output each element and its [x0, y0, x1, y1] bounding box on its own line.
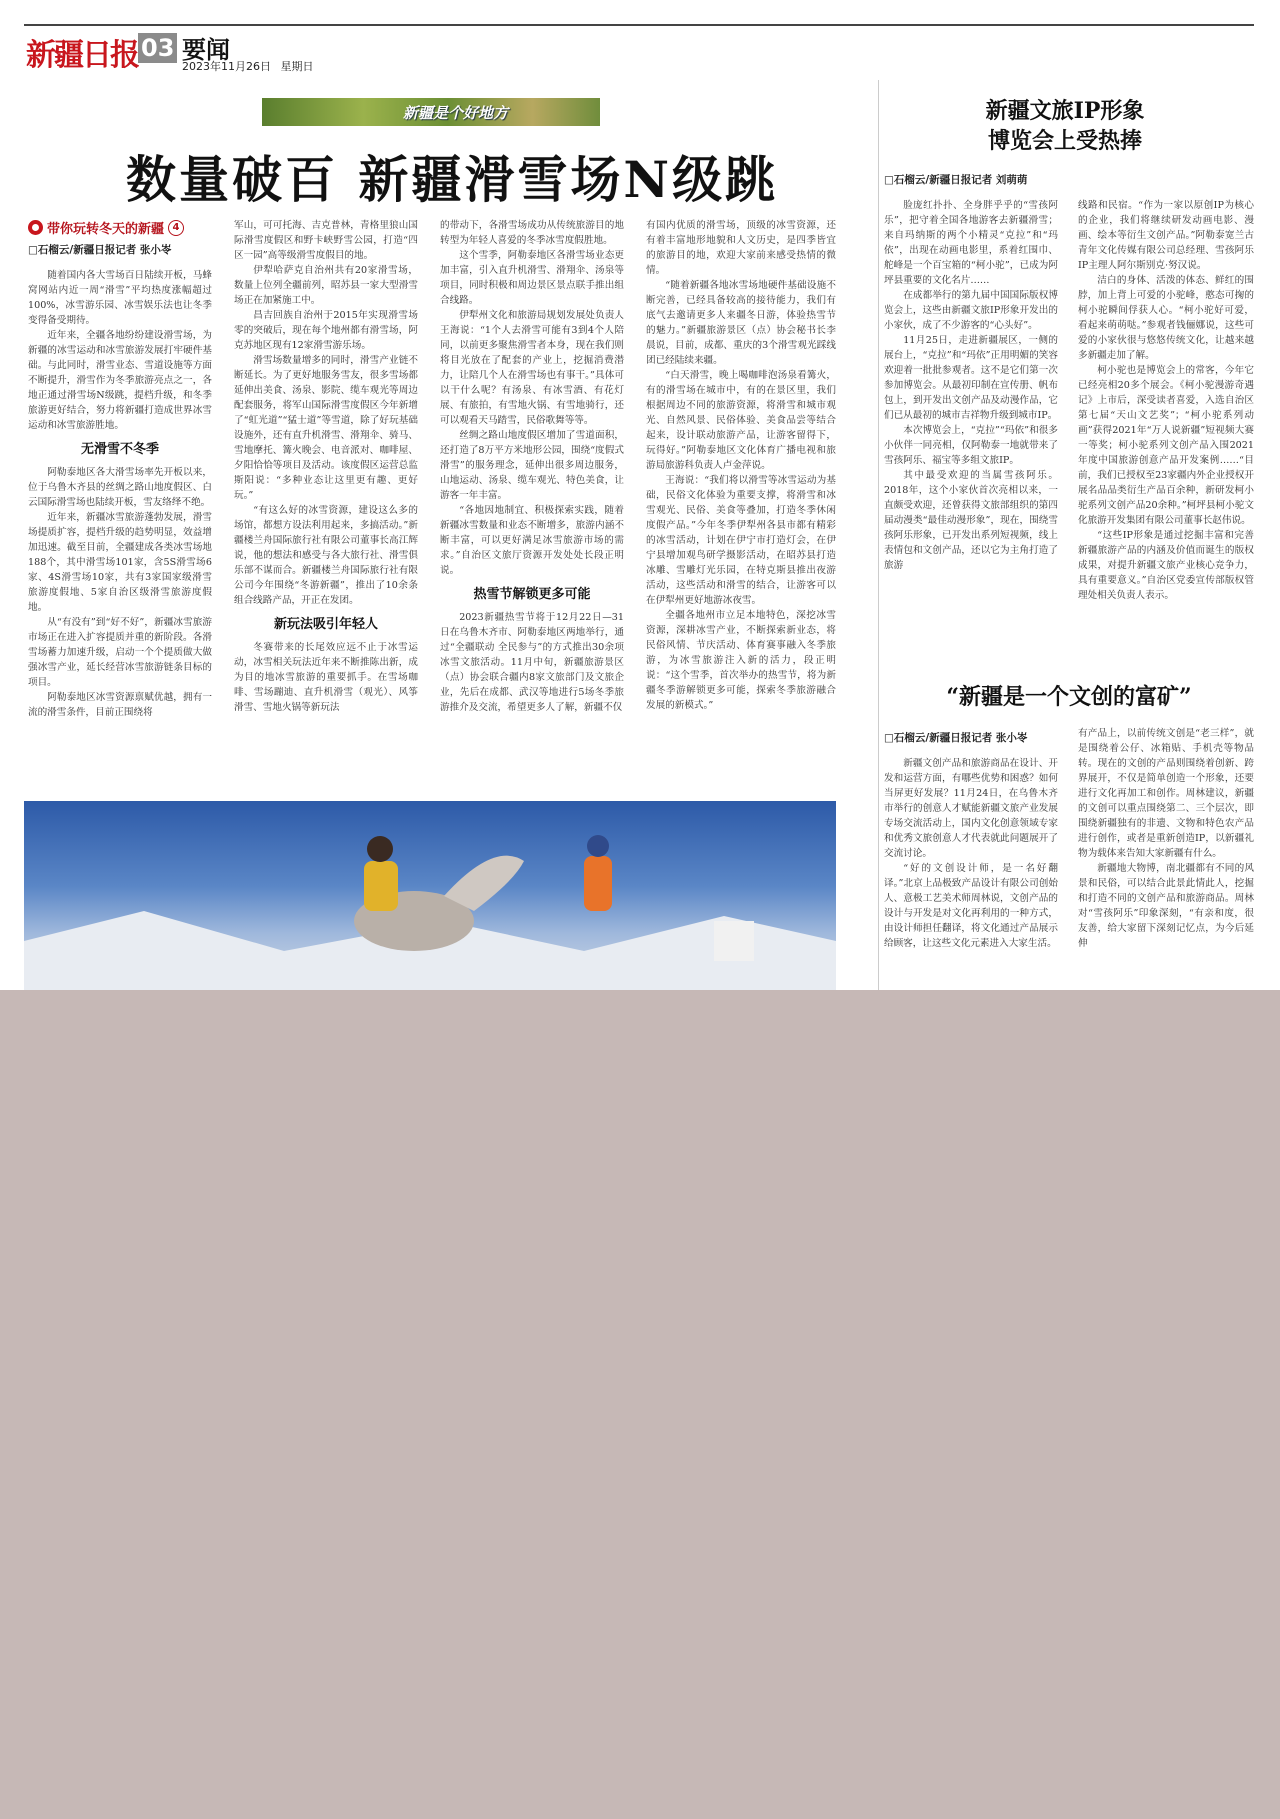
paragraph: “这些IP形象是通过挖掘丰富和完善新疆旅游产品的内涵及价值而诞生的版权成果，对提升新疆文旅产业核心竞争力，具有重要意义。”自治区党委宣传部版权管理处相关负责人表示。	[1078, 530, 1254, 601]
subhead: 热雪节解锁更多可能	[473, 587, 591, 602]
paragraph: “各地因地制宜、积极探索实践，随着新疆冰雪数量和业态不断增多，旅游内涵不断丰富，可以更好满足冰雪旅游市场的需求。”自治区文旅厅资源开发处处长段正明说。	[440, 505, 624, 576]
issue-date: 2023年11月26日	[182, 60, 271, 73]
paragraph: 洁白的身体、活泼的体态、鲜红的围脖，加上背上可爱的小驼峰，憨态可掬的柯小驼瞬间俘获人心。“柯小驼好可爱，看起来萌萌哒。”参观者钱俪娜说，这些可爱的小家伙很与悠悠传统文化，让越来越多新疆走加了解。	[1078, 275, 1254, 361]
paragraph: 这个雪季，阿勒泰地区各滑雪场业态更加丰富，引入直升机滑雪、滑翔伞、汤泉等项目，同时积极和周边景区景点联手推出组合线路。	[440, 250, 624, 306]
paragraph: 随着国内各大雪场百日陆续开板，马蜂窝网站内近一周“滑雪”平均热度涨幅超过100%，冰雪游乐园、冰雪娱乐法也让冬季变得备受期待。	[28, 270, 212, 326]
main-column-2	[234, 218, 418, 778]
column-tag-icon	[28, 220, 43, 235]
top-rule	[24, 24, 1254, 26]
column-tag	[28, 218, 184, 237]
paragraph: 丝绸之路山地度假区增加了雪道面积，还打造了8万平方米地形公园，围绕“度假式滑雪”的服务理念，延伸出很多周边服务，山地运动、汤泉、缆车观光、特色美食，让游客一年丰富。	[440, 430, 624, 501]
paragraph: 昌吉回族自治州于2015年实现滑雪场零的突破后，现在每个地州都有滑雪场，阿克苏地区现有12家滑雪游乐场。	[234, 310, 418, 351]
main-column-4	[646, 218, 836, 778]
page-number: 03	[138, 33, 177, 63]
paragraph: 冬赛带来的长尾效应远不止于冰雪运动，冰雪相关玩法近年来不断推陈出新，成为目的地冰雪旅游的重要抓手。在雪场咖啡、雪场蹦迪、直升机滑雪（观光）、风筝滑雪、雪地火锅等新玩法	[234, 642, 418, 713]
issue-weekday: 星期日	[280, 60, 314, 73]
paragraph: 阿勒泰地区各大滑雪场率先开板以来，位于乌鲁木齐县的丝绸之路山地度假区、白云国际滑雪场也陆续开板，雪友络绎不绝。	[28, 467, 212, 508]
main-headline: 数量破百 新疆滑雪场N级跳	[126, 150, 779, 209]
side-article-1-left	[884, 198, 1058, 668]
masthead-logo: 新疆日报	[26, 38, 138, 73]
paragraph: 滑雪场数量增多的同时，滑雪产业链不断延长。为了更好地服务雪友，很多雪场都延伸出美食、汤泉、影院、缆车观光等周边配套服务，将军山国际滑雪度假区今年新增了“虹光道”“猛士道”等雪道，除了好玩基础设施外，还有直升机滑雪、滑翔伞、骑马、雪地摩托、篝火晚会、电音派对、咖啡屋、夕阳恰恰等项目及活动。该度假区运营总监斯阳说：“多种业态让这里更有趣、更好玩。”	[234, 355, 418, 501]
subhead: 无滑雪不冬季	[80, 442, 159, 457]
paragraph: 从“有没有”到“好不好”，新疆冰雪旅游市场正在进入扩容提质并重的新阶段。各滑雪场蓄力加速升级，启动一个个提质做大做强冰雪产业，延长经营冰雪旅游链条目标的项目。	[28, 617, 212, 688]
side-article-1-right	[1078, 198, 1254, 668]
paragraph: 伊犁州文化和旅游局规划发展处负责人王海说：“1个人去滑雪可能有3到4个人陪同，以前更多聚焦滑雪者本身，现在我们则将目光放在了配套的产业上，挖掘消费潜力，让陪几个人在滑雪场也有事干。”具体可以干什么呢？有汤泉、有冰雪酒、有花灯展、有旅拍，有雪地火锅、有雪地骑行，还可以观看天马踏雪，民俗歌舞等等。	[440, 310, 624, 426]
paragraph: 全疆各地州市立足本地特色，深挖冰雪资源，深耕冰雪产业，不断探索新业态，将民俗风情、节庆活动、体育赛事融入冬季旅游，为冰雪旅游注入新的活力，段正明说：“这个雪季，首次举办的热雪节，将为新疆冬季游解锁更多可能，探索冬季旅游融合发展的新模式。”	[646, 610, 836, 711]
paragraph: 伊犁哈萨克自治州共有20家滑雪场，数量上位列全疆前列，昭苏县一家大型滑雪场正在加紧施工中。	[234, 265, 418, 306]
main-column-3	[440, 218, 624, 778]
column-divider	[878, 80, 879, 990]
column-tag-label: 带你玩转冬天的新疆	[47, 222, 165, 237]
side-article-2-title: “新疆是一个文创的富矿”	[946, 684, 1192, 710]
second-rider-head	[587, 835, 609, 857]
paragraph: 脸庞红扑扑、全身胖乎乎的“雪孩阿乐”，把守着全国各地游客去新疆滑雪；来自玛纳斯的两个小精灵“克拉”和“玛依”，出现在动画电影里，系着红围巾、舵峰是一个百宝箱的“柯小驼”，已成为阿坪县重要的文化名片……	[884, 200, 1058, 286]
side-article-2-byline: □石榴云/新疆日报记者 张小岺	[884, 732, 1028, 744]
paragraph: “随着新疆各地冰雪场地硬件基础设施不断完善，已经具备较高的接待能力，我们有底气去邀请更多人来疆冬日游，体验热雪节的魅力。”新疆旅游景区（点）协会秘书长李晨说，目前，成都、重庆的3个滑雪观光踩线团已经陆续来疆。	[646, 280, 836, 366]
paragraph: 在成都举行的第九届中国国际版权博览会上，这些由新疆文旅IP形象开发出的小家伙，成了不少游客的“心头好”。	[884, 290, 1058, 331]
banner-image	[262, 98, 600, 126]
rider-vest	[364, 861, 398, 911]
paragraph: 阿勒泰地区冰雪资源禀赋优越，拥有一流的滑雪条件，目前正围绕将	[28, 692, 212, 718]
side-article-2-left	[884, 756, 1058, 988]
second-rider	[584, 856, 612, 911]
paragraph: 11月25日，走进新疆展区，一侧的展台上，“克拉”和“玛依”正用明媚的笑容欢迎着一批批参观者。这不是它们第一次参加博览会。从最初印制在宣传册、帆布包上，到开发出文创产品及动漫作品，它们已从最初的城市吉祥物升级到城市IP。	[884, 335, 1058, 421]
side-article-byline: □石榴云/新疆日报记者 刘萌萌	[884, 174, 1028, 186]
paragraph: 近年来，全疆各地纷纷建设滑雪场，为新疆的冰雪运动和冰雪旅游发展打牢硬件基础。与此同时，滑雪业态、雪道设施等方面不断提升，滑雪作为冬季旅游亮点之一，各地正通过滑雪场N级跳，提档升级，和冬季旅游更好结合，努力将新疆打造成世界冰雪运动和冰雪旅游胜地。	[28, 330, 212, 431]
paragraph: 柯小驼也是博览会上的常客，今年它已经亮相20多个展会。《柯小驼漫游奇遇记》上市后，深受读者喜爱，入选自治区第七届“天山文艺奖”；“柯小驼系列动画”获得2021年“万人说新疆”短视频大赛一等奖；柯小驼系列文创产品入围2021年度中国旅游创意产品开发案例……“目前，我们已授权至23家疆内外企业授权开展名品品类衍生产品百余种，新研发柯小驼系列文创产品20余种。”柯坪县柯小驼文化旅游开发集团有限公司董事长赵伟说。	[1078, 365, 1254, 526]
dateline	[182, 58, 320, 74]
side-title-line-1: 新疆文旅IP形象	[985, 98, 1145, 124]
snow-patch	[714, 921, 754, 961]
paragraph: 有产品上，以前传统文创是“老三样”，就是围绕着公仔、冰箱贴、手机壳等物品转。现在的文创的产品则围绕着创新、跨界展开，不仅是简单创造一个形象，还要进行文化再加工和创作。周林建议，新疆的文创可以重点围绕第二、三个层次，即围绕新疆独有的非遗、文物和特色农产品进行创作，或者是重新创造IP，以新疆礼物为载体来告知大家新疆有什么。	[1078, 728, 1254, 859]
paragraph: “白天滑雪，晚上喝咖啡泡汤泉看篝火，有的滑雪场在城市中，有的在景区里，我们根据周边不同的旅游资源，将滑雪和城市观光、自然风景、民俗体验、美食品尝等结合起来，设计联动旅游产品，让游客留得下，玩得好。”阿勒泰地区文化体育广播电视和旅游局旅游科负责人卢金萍说。	[646, 370, 836, 471]
column-tag-number: 4	[168, 220, 184, 236]
main-column-1	[28, 268, 212, 778]
paragraph: 近年来，新疆冰雪旅游蓬勃发展，滑雪场提质扩容，提档升级的趋势明显，效益增加迅速。截至目前，全疆建成各类冰雪场地188个，其中滑雪场101家，含5S滑雪场6家、4S滑雪场10家，共有3家国家级滑雪旅游度假地、5家自治区级滑雪旅游度假地。	[28, 512, 212, 613]
paragraph: 2023新疆热雪节将于12月22日—31日在乌鲁木齐市、阿勒泰地区两地举行，通过“全疆联动 全民参与”的方式推出30余项冰雪文旅活动。11月中旬，新疆旅游景区（点）协会联合疆内8家文旅部门及文旅企业，先后在成都、武汉等地进行5场冬季旅游推介及交流，希望更多人了解，新疆不仅	[440, 612, 624, 713]
paragraph: 军山，可可托海、吉克普林，青格里狼山国际滑雪度假区和野卡峡野雪公园，打造“四区一园”高等级滑雪度假目的地。	[234, 220, 418, 261]
rider-head	[367, 836, 393, 862]
side-title-line-2: 博览会上受热捧	[987, 128, 1142, 154]
paragraph: “好的文创设计师，是一名好翻译。”北京上品极致产品设计有限公司创始人、意极工艺美术师周林说，文创产品的设计与开发是对文化再利用的一种方式，由设计师担任翻译，将文化通过产品展示给顾客，让这些文化元素进入大家生活。	[884, 863, 1058, 949]
paragraph: 的带动下，各滑雪场成功从传统旅游目的地转型为年轻人喜爱的冬季冰雪度假胜地。	[440, 220, 624, 246]
paragraph: 王海说：“我们将以滑雪等冰雪运动为基础，民俗文化体验为重要支撑，将滑雪和冰雪观光、民俗、美食等叠加，打造冬季休闲度假产品。”今年冬季伊犁州各县市都有精彩的冰雪活动，计划在伊宁市打造灯会，在伊宁县增加观鸟研学摄影活动，在昭苏县打造冰雕、雪雕灯光乐园，在特克斯县推出夜游活动，这些活动和滑雪的结合，让游客可以在伊犁州更好地游冰夜雪。	[646, 475, 836, 606]
blank-lower-area	[0, 990, 1280, 1819]
side-article-title	[900, 96, 1230, 156]
banner-text: 新疆是个好地方	[402, 104, 508, 122]
paragraph: 新疆地大物博，南北疆都有不同的风景和民俗，可以结合此景此情此人，挖掘和打造不同的文创产品和旅游商品。周林对“雪孩阿乐”印象深刻，“有亲和度，很友善，给大家留下深刻记忆点，为今后延伸	[1078, 863, 1254, 949]
subhead: 新玩法吸引年轻人	[273, 617, 378, 632]
paragraph: 有国内优质的滑雪场，顶级的冰雪资源，还有着丰富地形地貌和人文历史，是四季皆宜的旅游目的地，欢迎大家前来感受热情的微情。	[646, 220, 836, 276]
paragraph: 其中最受欢迎的当属雪孩阿乐。2018年，这个小家伙首次亮相以来，一直颇受欢迎，还曾获得文旅部组织的第四届动漫类“最佳动漫形象”，现在，围绕雪孩阿乐形象，已开发出系列短视频，线上表情包和文创产品，还以它为主角打造了旅游	[884, 470, 1058, 571]
paragraph: “有这么好的冰雪资源，建设这么多的场馆，都想方设法利用起来，多搞活动。”新疆楼兰舟国际旅行社有限公司董事长高江辉说，他的想法和感受与各大旅行社、滑雪俱乐部不谋而合。新疆楼兰舟国际旅行社有限公司今年围绕“冬游新疆”，推出了10余条组合线路产品，开正在发团。	[234, 505, 418, 606]
photo-illustration	[24, 801, 836, 990]
main-byline: □石榴云/新疆日报记者 张小岺	[28, 244, 172, 256]
paragraph: 线路和民宿。“作为一家以原创IP为核心的企业，我们将继续研发动画电影、漫画、绘本等衍生文创产品。”阿勒泰宽兰古青年文化传媒有限公司总经理、雪孩阿乐IP主理人阿尔斯别克·努汉说。	[1078, 200, 1254, 271]
paragraph: 新疆文创产品和旅游商品在设计、开发和运营方面，有哪些优势和困惑？如何当屏更好发展？11月24日，在乌鲁木齐市举行的创意人才赋能新疆文旅产业发展专场交流活动上，国内文化创意领域专家和优秀文旅创意人才代表就此问题展开了交流讨论。	[884, 758, 1058, 859]
paragraph: 本次博览会上，“克拉”“玛依”和很多小伙伴一同亮相，仅阿勒泰一地就带来了雪孩阿乐、福宝等多组文旅IP。	[884, 425, 1058, 466]
side-article-2-right	[1078, 726, 1254, 988]
section-title: 要闻	[182, 36, 230, 64]
horse-riders-photo	[24, 801, 836, 990]
